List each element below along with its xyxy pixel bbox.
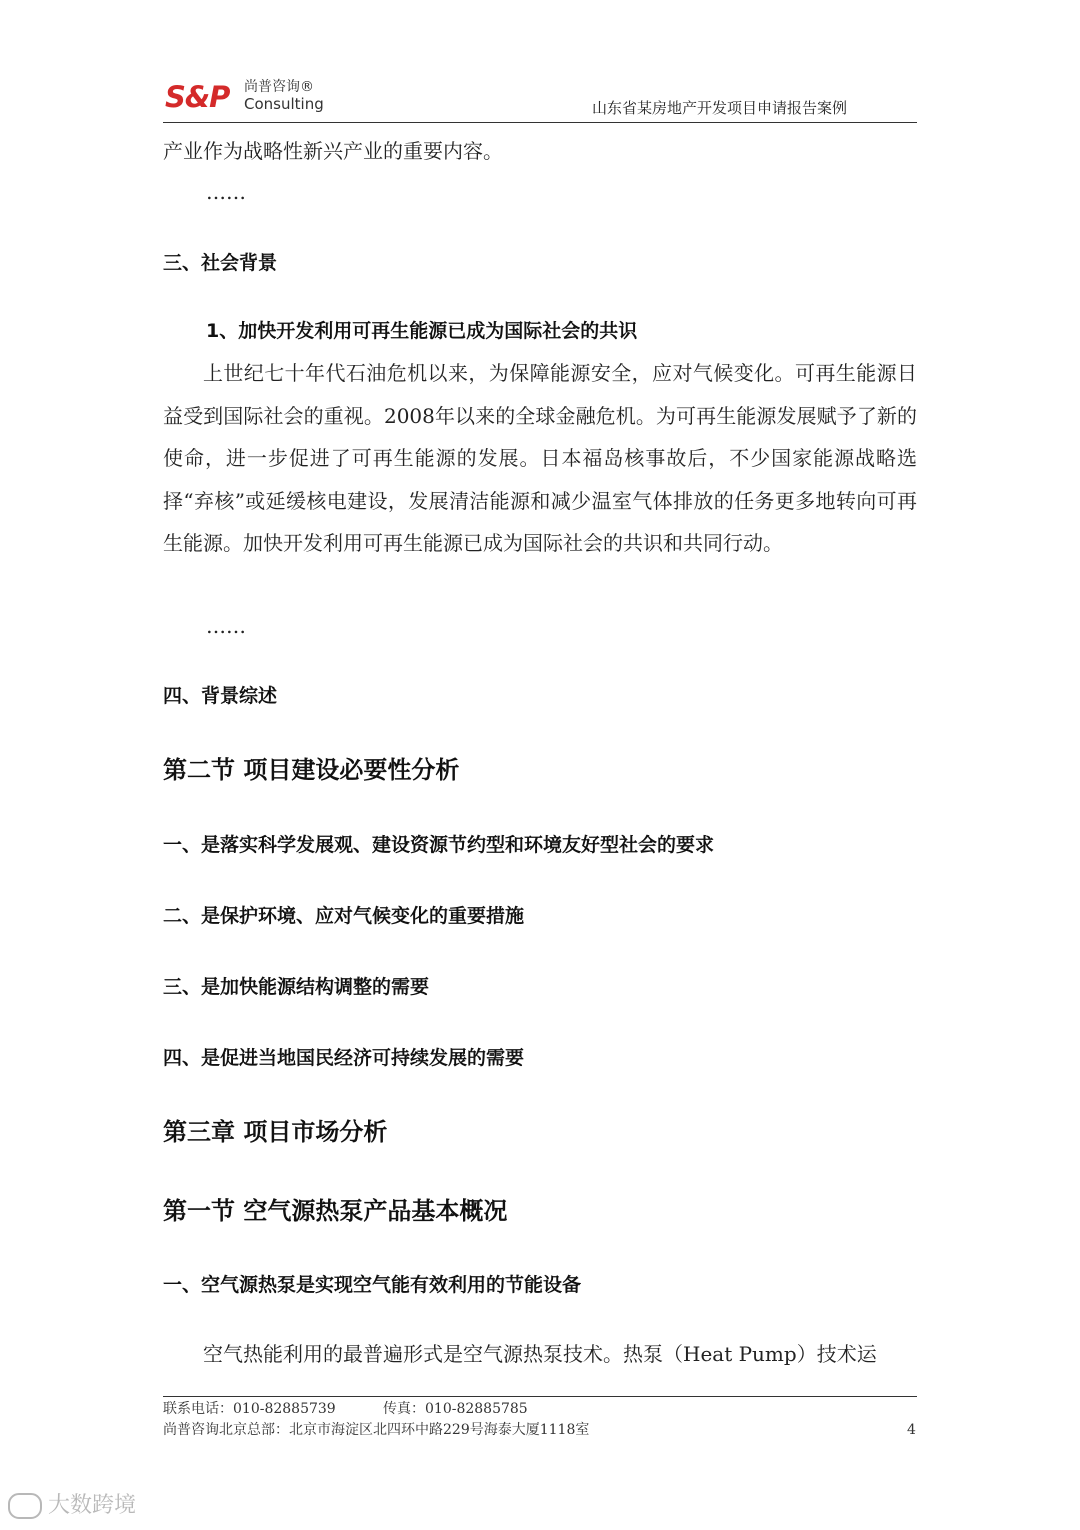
logo-english-name: Consulting <box>244 95 324 113</box>
chapter-heading-market-analysis: 第三章 项目市场分析 <box>163 1118 388 1146</box>
section-heading-background-summary: 四、背景综述 <box>163 685 278 707</box>
logo-chinese-name: 尚普咨询® <box>244 79 314 95</box>
chat-bubble-icon <box>8 1493 42 1519</box>
footer-phone: 联系电话：010-82885739 <box>163 1401 336 1417</box>
intro-line: 产业作为战略性新兴产业的重要内容。 <box>163 139 503 163</box>
page-number: 4 <box>907 1422 916 1438</box>
ellipsis: …… <box>206 614 246 638</box>
logo-mark: S&P <box>165 80 230 114</box>
node-heading-necessity: 第二节 项目建设必要性分析 <box>163 756 460 784</box>
node-heading-air-source-heat-pump: 第一节 空气源热泵产品基本概况 <box>163 1197 508 1225</box>
subsection-heading-energy-saving-device: 一、空气源热泵是实现空气能有效利用的节能设备 <box>163 1274 582 1296</box>
paragraph-renewable-energy: 上世纪七十年代石油危机以来，为保障能源安全，应对气候变化。可再生能源日益受到国际社会的重视。2008年以来的全球金融危机。为可再生能源发展赋予了新的使命，进一步促进了可再生能源的发展。日本福岛核事故后，不少国家能源战略选择“弃核”或延缓核电建设，发展清洁能源和减少温室气体排放的任务更多地转向可再生能源。加快开发利用可再生能源已成为国际社会的共识和共同行动。 <box>163 361 917 555</box>
subsection-heading-renewable-consensus: 1、加快开发利用可再生能源已成为国际社会的共识 <box>206 320 638 342</box>
footer-divider <box>163 1396 917 1397</box>
footer-fax: 传真：010-82885785 <box>383 1401 528 1417</box>
report-title: 山东省某房地产开发项目申请报告案例 <box>591 99 847 117</box>
necessity-item: 三、是加快能源结构调整的需要 <box>163 976 430 998</box>
watermark <box>8 1493 136 1519</box>
watermark-text: 大数跨境 <box>48 1493 137 1518</box>
paragraph-heat-pump: 空气热能利用的最普遍形式是空气源热泵技术。热泵（Heat Pump）技术运 <box>203 1342 877 1366</box>
ellipsis: …… <box>206 180 246 204</box>
footer-address: 尚普咨询北京总部：北京市海淀区北四环中路229号海泰大厦1118室 <box>163 1422 590 1438</box>
section-heading-social-background: 三、社会背景 <box>163 252 278 274</box>
header-divider <box>163 122 917 123</box>
necessity-item: 一、是落实科学发展观、建设资源节约型和环境友好型社会的要求 <box>163 834 715 856</box>
necessity-item: 二、是保护环境、应对气候变化的重要措施 <box>163 905 525 927</box>
necessity-item: 四、是促进当地国民经济可持续发展的需要 <box>163 1047 525 1069</box>
company-logo <box>165 78 335 118</box>
